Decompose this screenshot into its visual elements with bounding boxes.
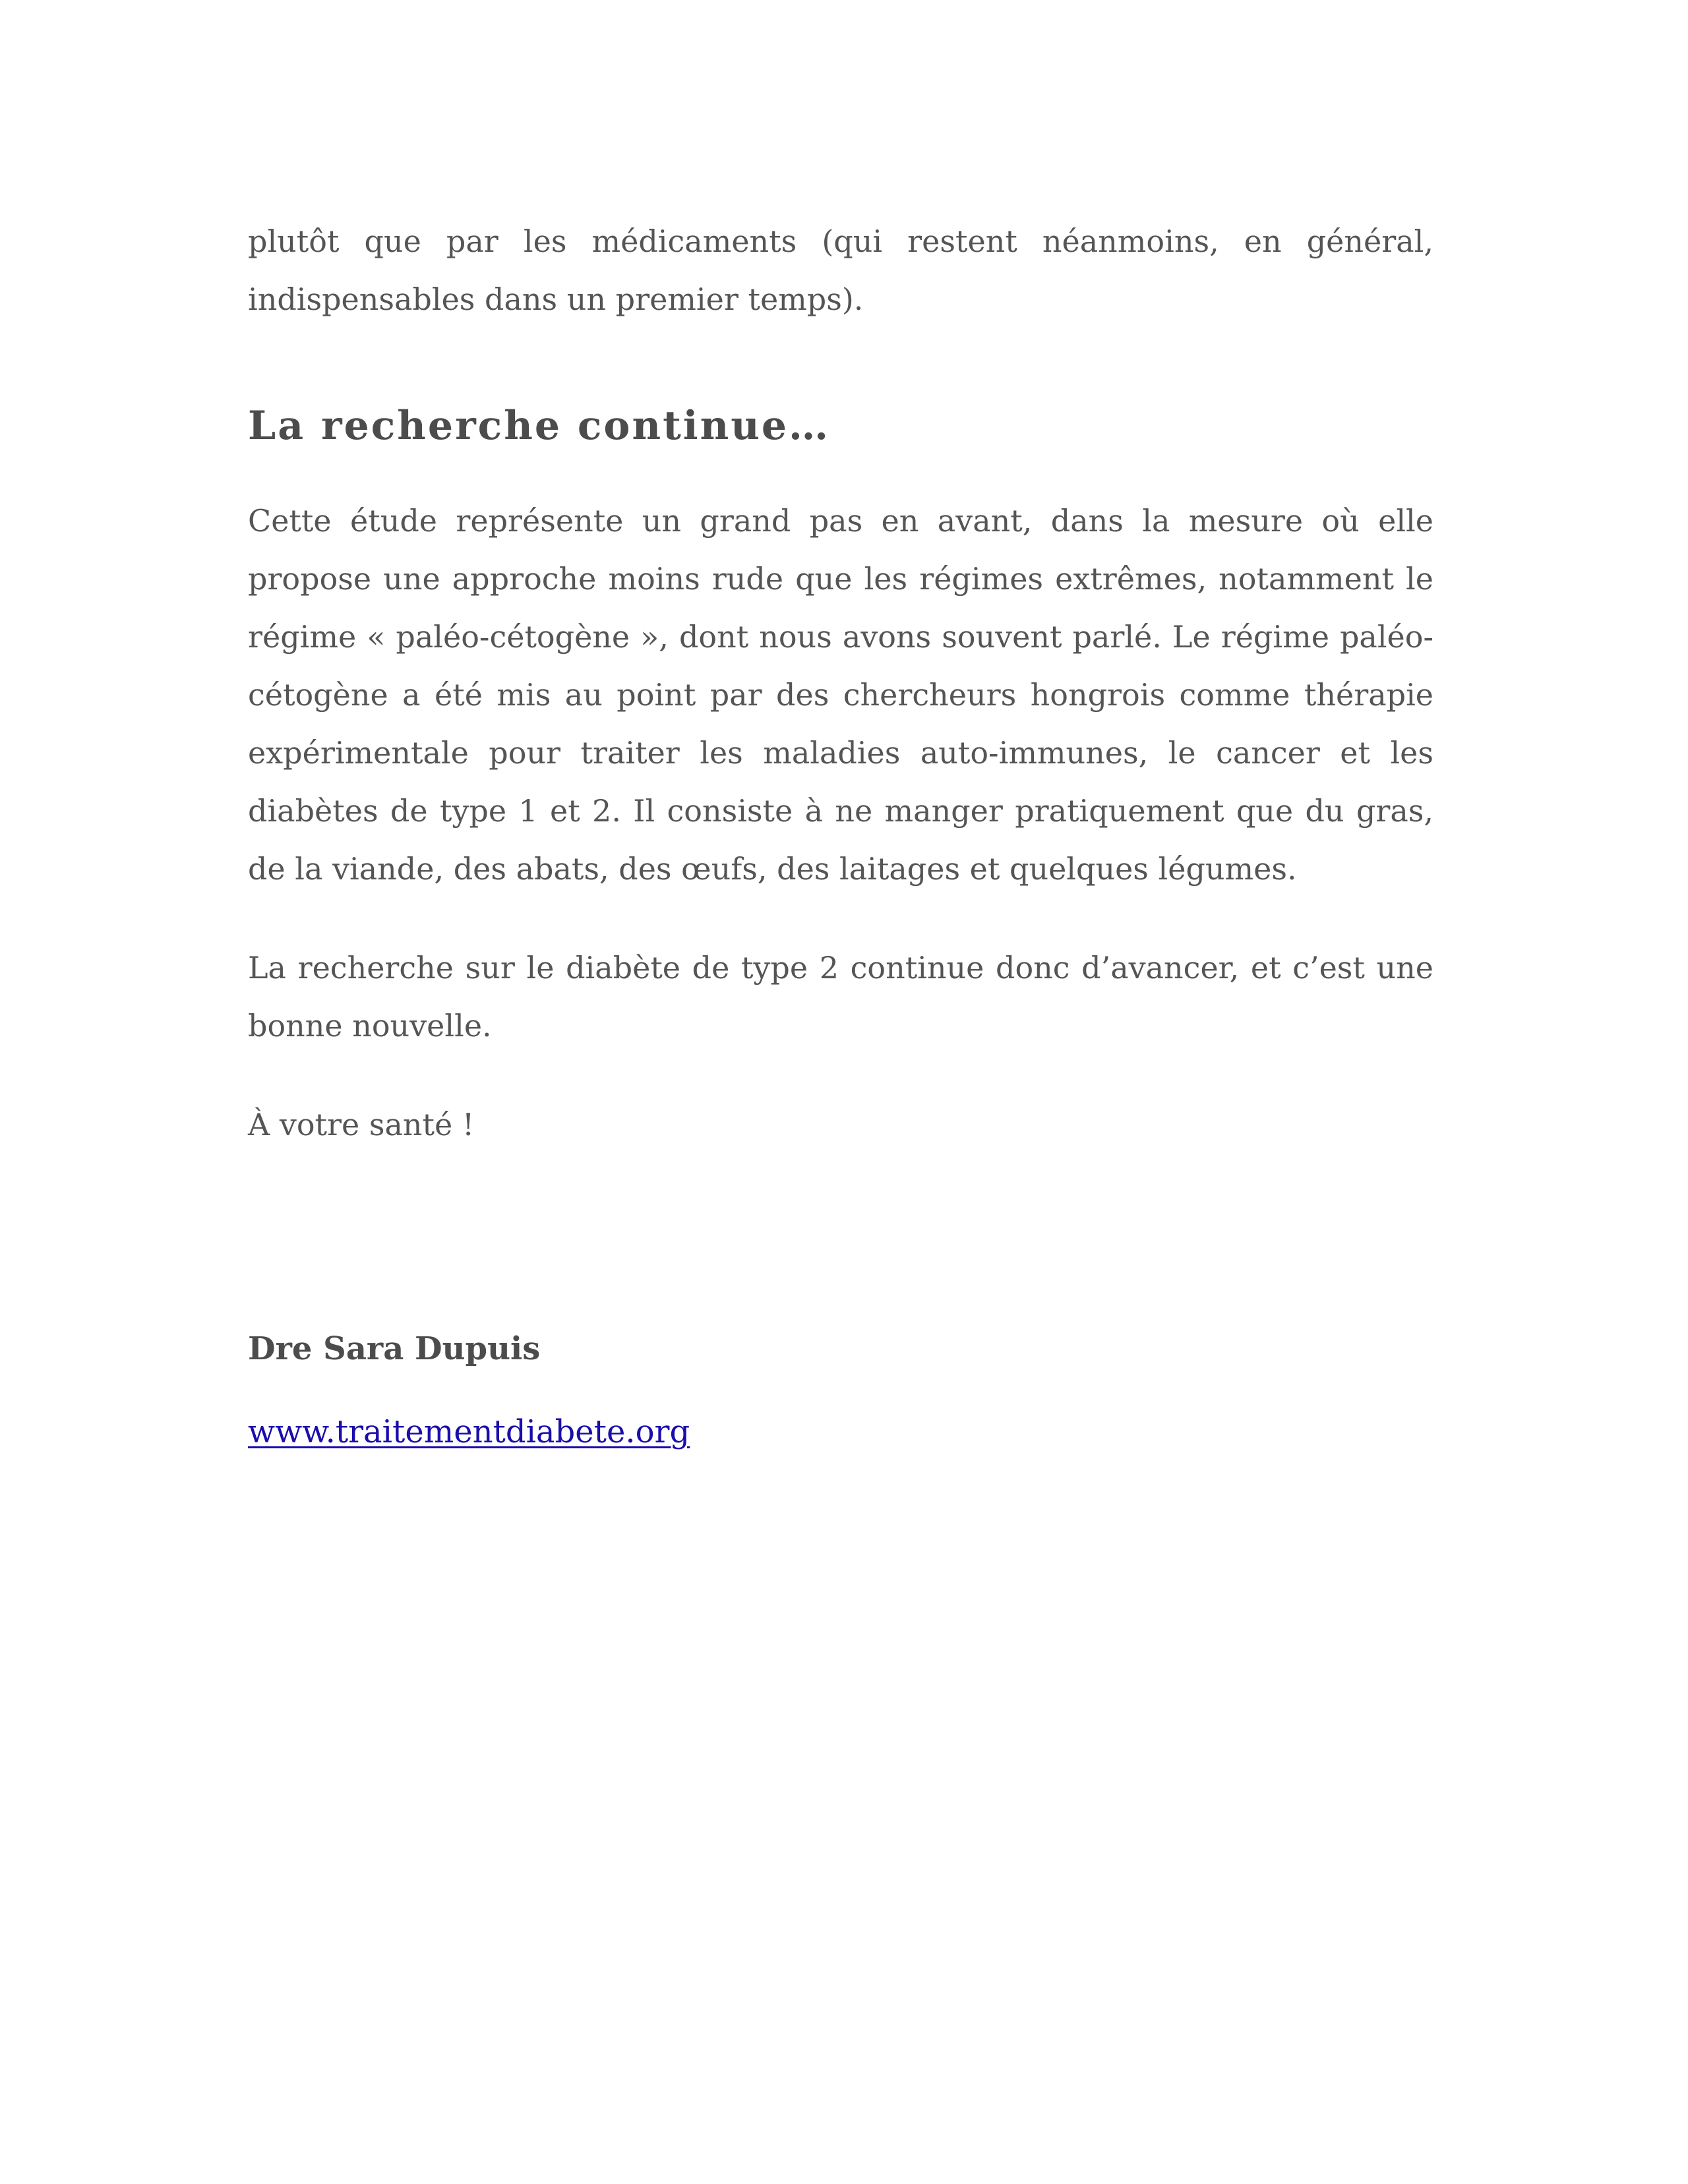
body-paragraph-2: La recherche sur le diabète de type 2 continue donc d’avancer, et c’est une bonne nouvelle. <box>248 950 1433 1044</box>
section-heading: La recherche continue… <box>248 403 831 449</box>
closing-line: À votre santé ! <box>248 1107 475 1142</box>
body-paragraph-1: Cette étude représente un grand pas en avant, dans la mesure où elle propose une approche moins rude que les régimes extrêmes, notamment le régime « paléo-cétogène », dont nous avons souvent parlé. Le régime paléo-cétogène a été mis au point par des chercheurs hongrois comme thérapie expérimentale pour traiter les maladies auto-immunes, le cancer et les diabètes de type 1 et 2. Il consiste à ne manger pratiquement que du gras, de la viande, des abats, des œufs, des laitages et quelques légumes. <box>248 503 1433 887</box>
author-signature: Dre Sara Dupuis <box>248 1330 541 1367</box>
website-link[interactable]: www.traitementdiabete.org <box>248 1413 690 1450</box>
document-page <box>248 198 1433 1461</box>
intro-paragraph: plutôt que par les médicaments (qui restent néanmoins, en général, indispensables dans un premier temps). <box>248 223 1433 317</box>
